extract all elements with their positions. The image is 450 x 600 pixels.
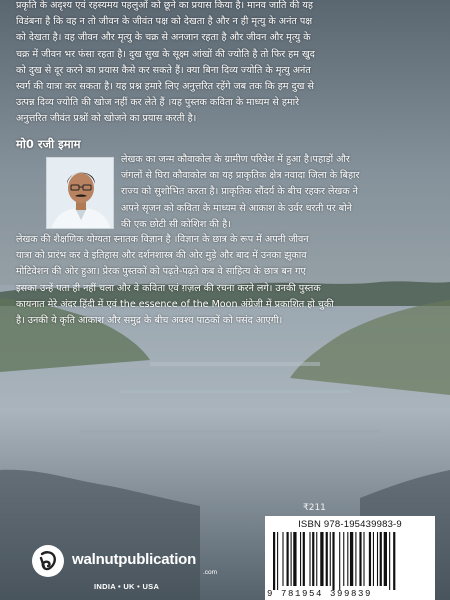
bio-line: जंगलों से घिरा कौवाकोल का यह प्राकृतिक क्षेत्र नवादा जिला के बिहार bbox=[121, 170, 360, 182]
barcode-bar bbox=[393, 532, 395, 590]
barcode-bar bbox=[389, 532, 390, 590]
barcode-bar bbox=[287, 532, 289, 586]
author-name-heading: मो0 रजी इमाम bbox=[16, 137, 81, 151]
publisher-domain: .com bbox=[203, 569, 218, 576]
isbn-number: ISBN 978-195439983-9 bbox=[298, 519, 402, 530]
bio-line: की एक छोटी सी कोशिश की है। bbox=[121, 218, 231, 230]
intro-line: प्रकृति के अदृश्य एवं रहस्यमय पहलुओं को छूने का प्रयास किया है। मानव जाति की यह bbox=[16, 0, 313, 11]
barcode-bar bbox=[369, 532, 371, 586]
bio-line: मोटिवेशन की ओर हुआ। प्रेरक पुस्तकों को पढ़ते-पढ़ते कब वे साहित्य के छात्र बन गए bbox=[16, 266, 306, 278]
bio-line: लेखक का जन्म कौवाकोल के ग्रामीण परिवेश में हुआ है।पहाड़ों और bbox=[121, 154, 350, 165]
price-label: ₹211 bbox=[303, 503, 326, 513]
publisher-name: walnutpublication bbox=[72, 551, 197, 568]
intro-line: को दुख से दूर करने का प्रयास कैसे कर सकते हैं। क्या बिना दिव्य ज्योति के मृत्यु अनंत bbox=[16, 64, 311, 76]
barcode-bar bbox=[373, 532, 374, 586]
barcode-bar bbox=[332, 532, 334, 590]
intro-line: उत्पन्न दिव्य ज्योति की खोज नहीं कर लेते हैं ।यह पुस्तक कविता के माध्यम से हमारे bbox=[16, 97, 299, 109]
bio-line: है। उनकी ये कृति आकाश और समुद्र के बीच अवश्य पाठकों को पसंद आएगी। bbox=[16, 315, 283, 327]
barcode-bar bbox=[363, 532, 364, 586]
barcode-bar bbox=[384, 532, 387, 586]
bio-line: राज्य को सुशोभित करता है। प्राकृतिक सौंदर्य के बीच रहकर लेखक ने bbox=[121, 186, 358, 198]
barcode-bar bbox=[326, 532, 328, 586]
barcode-bar bbox=[291, 532, 292, 586]
barcode-bar bbox=[377, 532, 378, 586]
barcode-bar bbox=[350, 532, 353, 586]
author-bio-intro bbox=[121, 152, 437, 233]
barcode-bar bbox=[343, 532, 344, 586]
publisher-logo bbox=[32, 545, 232, 600]
intro-line: चक्र में जीवन भर फंसा रहता है। दुख सुख के सूक्ष्म आंखों की ज्योति है तो फिर हम खुद bbox=[16, 48, 315, 60]
barcode-bar bbox=[380, 532, 382, 586]
bio-line: लेखक की शैक्षणिक योग्यता स्नातक विज्ञान है ।विज्ञान के छात्र के रूप में अपनी जीवन bbox=[16, 234, 309, 245]
barcode-bar bbox=[359, 532, 361, 586]
intro-paragraph bbox=[16, 0, 436, 128]
barcode-bar bbox=[347, 532, 348, 586]
bio-line: इसका उन्हें पता ही नहीं चला और वे कविता एवं ग़ज़ल की रचना करने लगे। उनकी पुस्तक bbox=[16, 282, 321, 294]
barcode-bar bbox=[339, 532, 340, 590]
intro-line: अनुत्तरित जीवंत प्रश्नों को खोजने का प्रयास करती है। bbox=[16, 113, 197, 125]
barcode-bar bbox=[293, 532, 296, 586]
barcode-bar bbox=[312, 532, 314, 586]
walnut-logo-icon bbox=[32, 545, 64, 577]
author-bio-details bbox=[16, 232, 436, 329]
barcode-bar bbox=[273, 532, 275, 590]
intro-line: स्वर्ग की यात्रा कर सकता है। यह प्रश्न हमारे लिए अनुत्तरित रहेंगे जब तक कि हम दुख से bbox=[16, 81, 314, 93]
publisher-regions: INDIA • UK • USA bbox=[94, 582, 160, 591]
bio-line: अपने सृजन को कविता के माध्यम से आकाश के उर्वर धरती पर बोने bbox=[121, 202, 352, 214]
barcode-bar bbox=[309, 532, 310, 586]
author-photo-icon bbox=[46, 157, 114, 229]
intro-line: को देखता है। वह जीवन और मृत्यु के चक्र से अनजान रहता है और जीवन और मृत्यु के bbox=[16, 32, 311, 44]
barcode-bar bbox=[330, 532, 331, 586]
barcode-bar bbox=[316, 532, 317, 586]
barcode-bar bbox=[303, 532, 305, 586]
barcode-digits: 9 781954 399839 bbox=[267, 589, 373, 599]
bio-line: यात्रा को प्रारंभ कर वे इतिहास और दर्शनशास्त्र की ओर मुड़े और बाद में उनका झुकाव bbox=[16, 250, 307, 262]
intro-line: विडंबना है कि वह न तो जीवन के जीवंत पक्ष को देखता है और न ही मृत्यु के अनंत पक्ष bbox=[16, 16, 313, 28]
isbn-barcode bbox=[265, 516, 435, 600]
barcode-bar bbox=[355, 532, 356, 586]
barcode-bar bbox=[320, 532, 323, 586]
barcode-icon bbox=[271, 532, 429, 590]
barcode-bar bbox=[282, 532, 283, 586]
bio-line: कायनात मेरे अंदर हिंदी में एवं the essence of the Moon अंग्रेजी में प्रकाशित हो चुकी bbox=[16, 298, 334, 310]
barcode-bar bbox=[277, 532, 278, 590]
barcode-bar bbox=[300, 532, 301, 586]
